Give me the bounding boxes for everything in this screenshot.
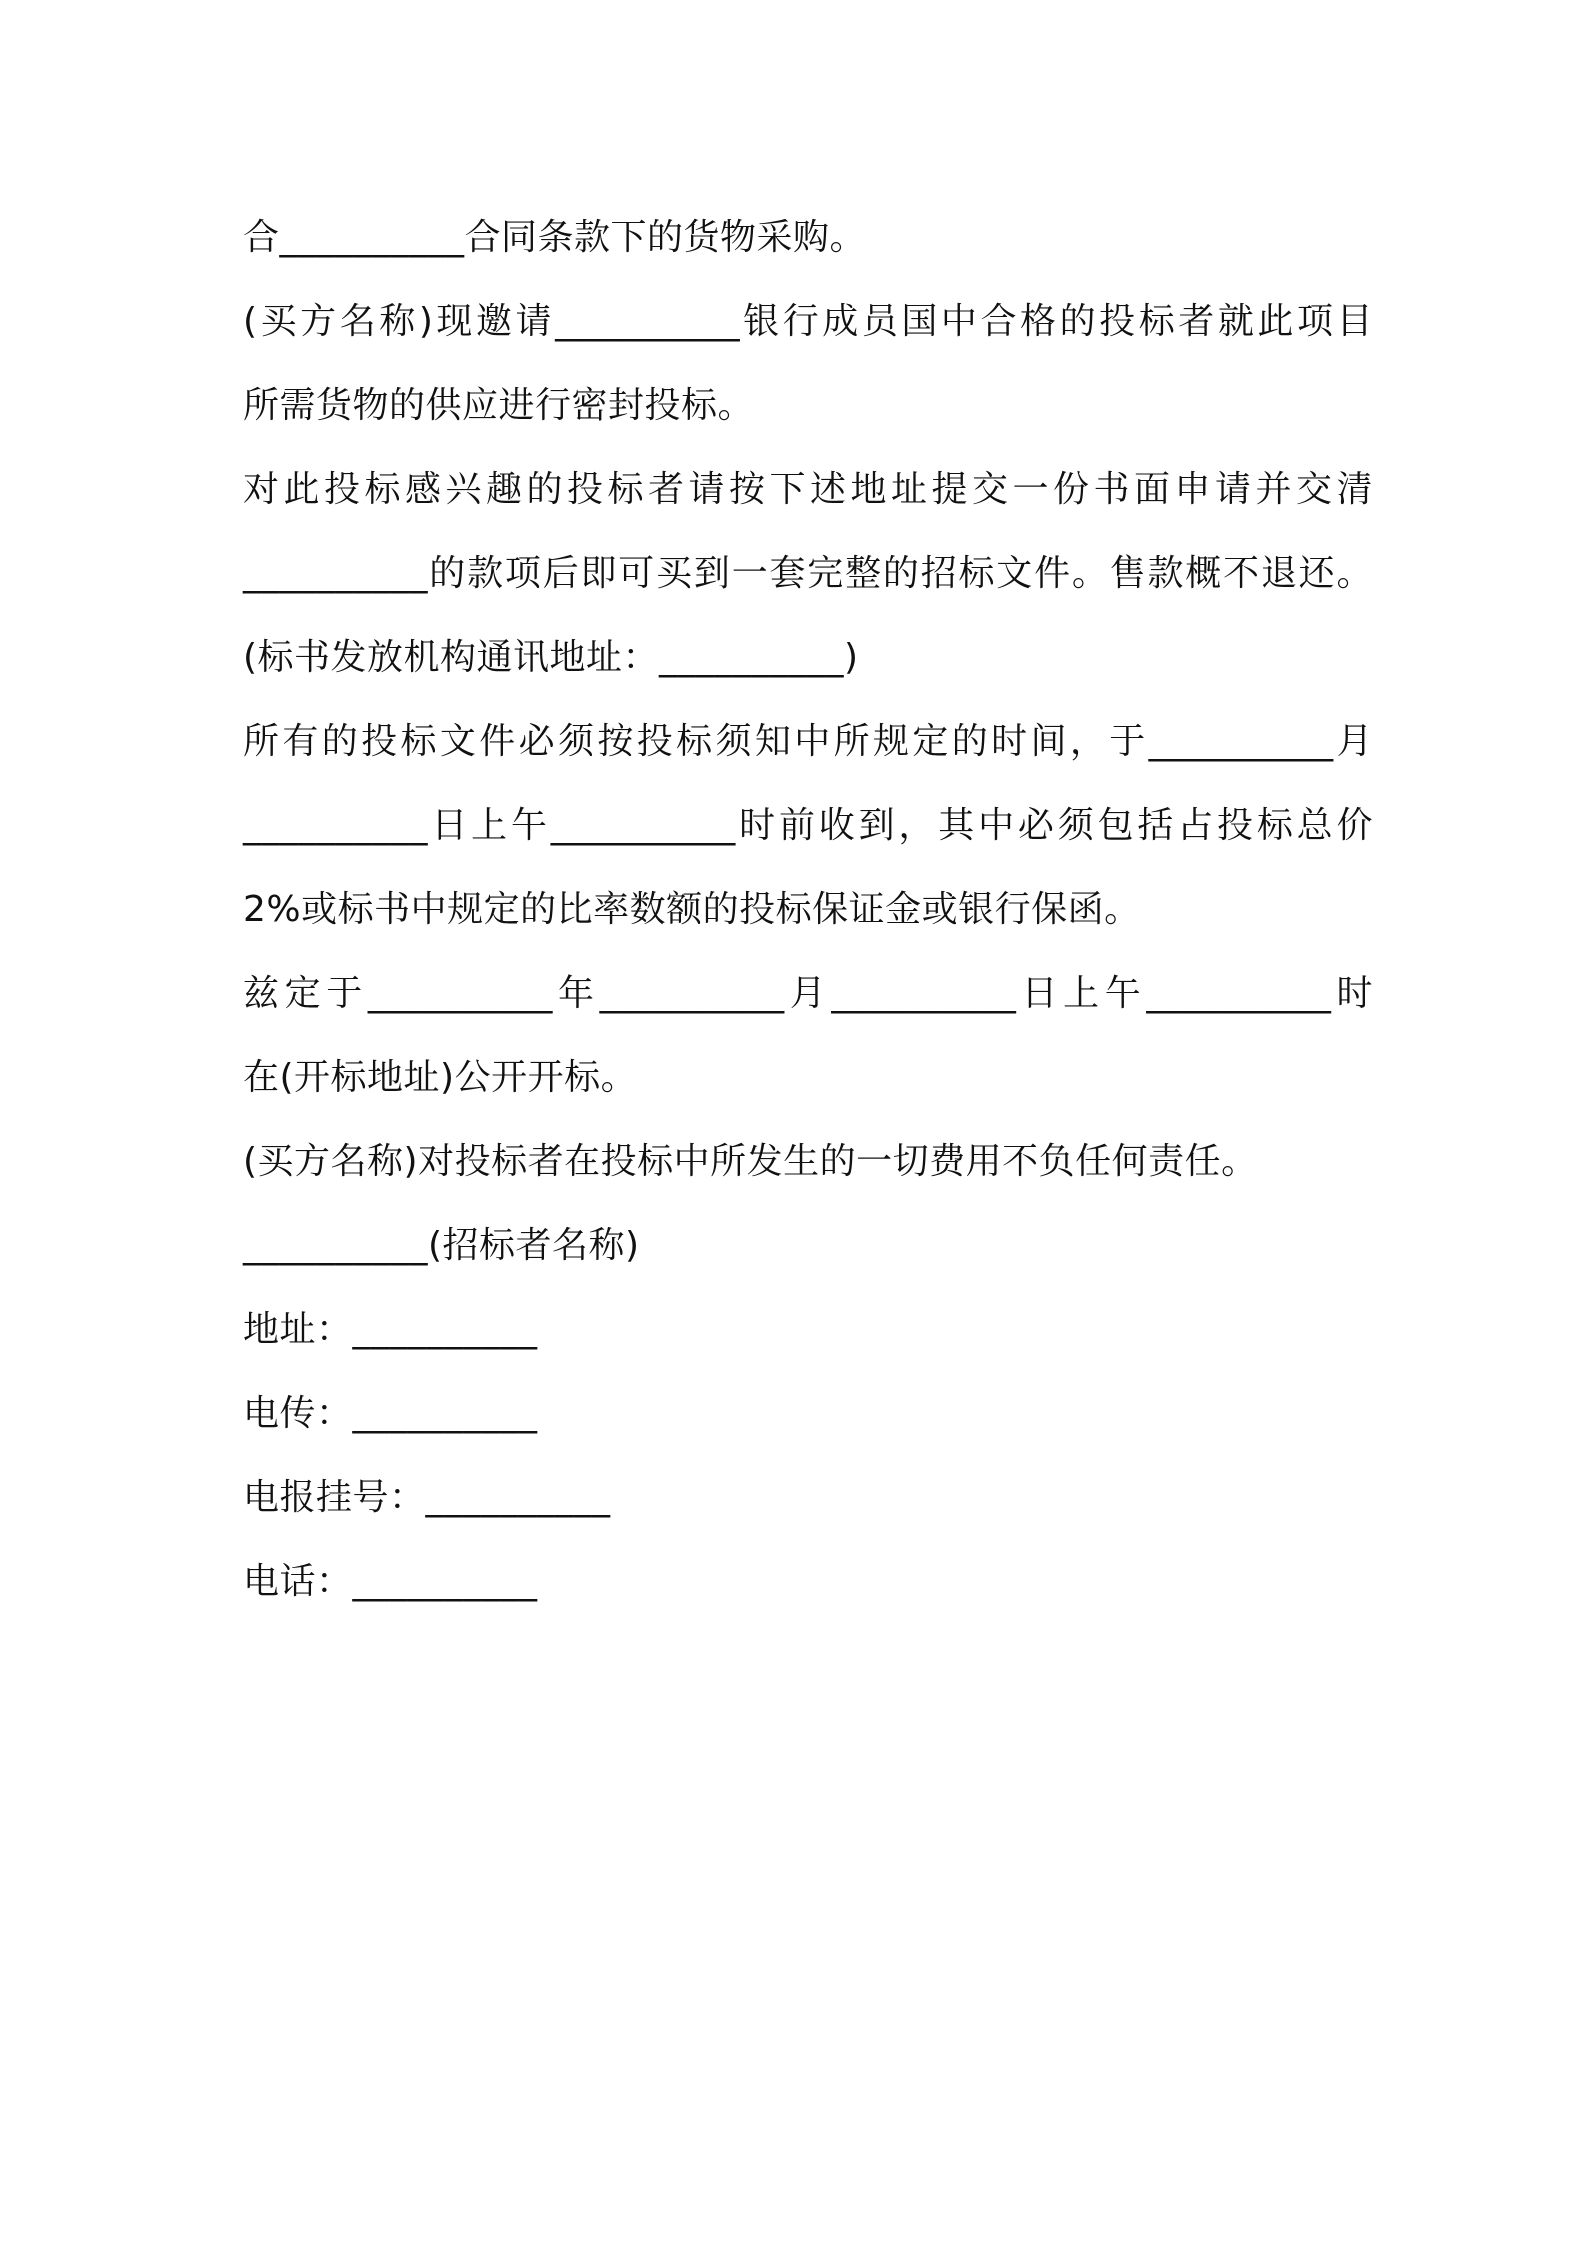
- text-line-12: (买方名称)对投标者在投标中所发生的一切费用不负任何责任。: [243, 1141, 1258, 1182]
- text-line-4: 对此投标感兴趣的投标者请按下述地址提交一份书面申请并交清: [243, 469, 1373, 510]
- text-line-5: __________的款项后即可买到一套完整的招标文件。售款概不退还。: [243, 553, 1373, 594]
- cable-address-line: 电报挂号：__________: [243, 1477, 611, 1518]
- text-line-7: 所有的投标文件必须按投标须知中所规定的时间，于__________月: [243, 721, 1373, 762]
- signature-name-line: __________(招标者名称): [243, 1225, 640, 1266]
- text-line-11: 在(开标地址)公开开标。: [243, 1057, 638, 1098]
- text-line-6: (标书发放机构通讯地址：__________): [243, 637, 859, 678]
- text-line-2: (买方名称)现邀请__________银行成员国中合格的投标者就此项目: [243, 301, 1373, 342]
- text-line-10: 兹定于__________年__________月__________日上午__________时: [243, 973, 1373, 1014]
- phone-line: 电话：__________: [243, 1561, 538, 1602]
- telex-line: 电传：__________: [243, 1393, 538, 1434]
- text-line-1: 合__________合同条款下的货物采购。: [243, 217, 867, 258]
- text-line-3: 所需货物的供应进行密封投标。: [243, 385, 755, 426]
- address-line: 地址：__________: [243, 1309, 538, 1350]
- document-body: [243, 196, 1373, 1624]
- text-line-8: __________日上午__________时前收到，其中必须包括占投标总价: [243, 805, 1373, 846]
- text-line-9: 2%或标书中规定的比率数额的投标保证金或银行保函。: [243, 889, 1141, 930]
